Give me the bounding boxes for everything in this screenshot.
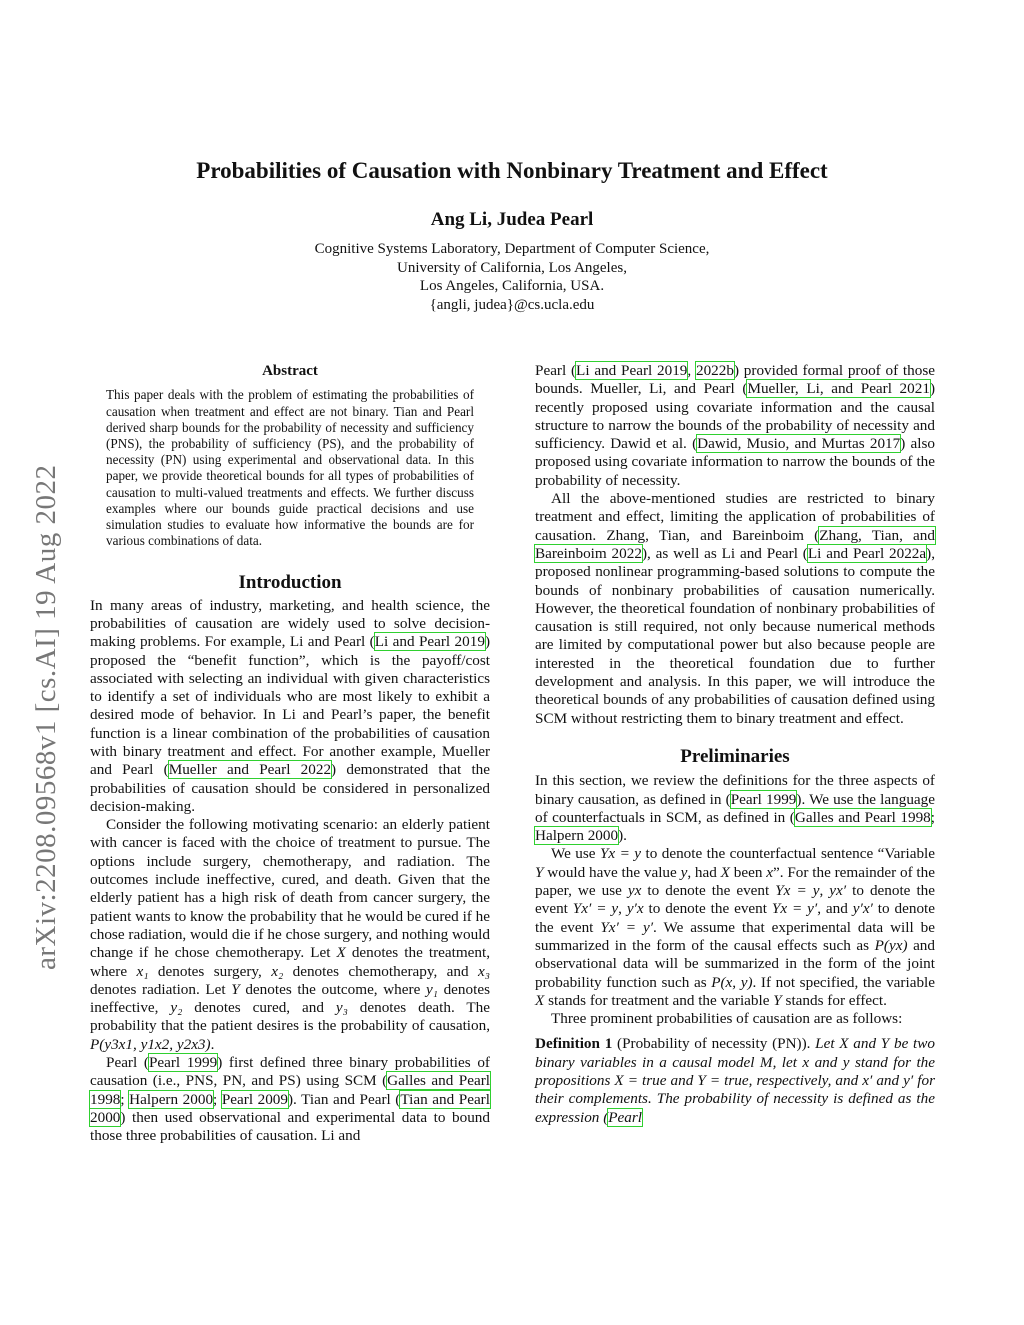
prelim-paragraph-1: In this section, we review the definitions for the three aspects of binary causation, as defined in (Pearl 1999). We use the language of counterfactuals in SCM, as defined in (Galles and Pearl 1998; Halpern 2000). <box>535 772 936 845</box>
citation-link[interactable]: Li and Pearl 2022a <box>807 544 927 562</box>
citation-link[interactable]: Li and Pearl 2019 <box>576 362 688 379</box>
citation-link[interactable]: Mueller, Li, and Pearl 2021 <box>747 380 930 398</box>
citation-link[interactable]: Pearl 2009 <box>221 1090 288 1108</box>
intro-paragraph-3: Pearl (Pearl 1999) first defined three binary probabilities of causation (i.e., PNS, PN, and PS) using SCM (Galles and Pearl 1998; Halpern 2000; Pearl 2009). Tian and Pearl (Tian and Pearl 2000) then used observational and experimental data to bound those three probabilities of causation. Li and <box>90 1054 491 1145</box>
introduction-heading: Introduction <box>238 572 342 594</box>
related-work-paragraph-1: Pearl (Li and Pearl 2019, 2022b) provided formal proof of those bounds. Mueller, Li, and Pearl (Mueller, Li, and Pearl 2021) recently proposed using covariate information and the causal structure to narrow the bounds of the probability of necessity and sufficiency. Dawid et al. (Dawid, Musio, and Murtas 2017) also proposed using covariate information to narrow the bounds of the probability of necessity. <box>535 362 935 489</box>
citation-link[interactable]: Pearl 1999 <box>730 790 797 808</box>
abstract-heading: Abstract <box>262 363 318 379</box>
citation-link[interactable]: Pearl 1999 <box>148 1054 218 1072</box>
citation-link[interactable]: Mueller and Pearl 2022 <box>168 761 332 779</box>
citation-link[interactable]: Dawid, Musio, and Murtas 2017 <box>697 435 901 453</box>
citation-link[interactable]: Pearl <box>608 1108 642 1126</box>
paper-authors: Ang Li, Judea Pearl <box>430 209 594 230</box>
paper-title: Probabilities of Causation with Nonbinary Treatment and Effect <box>196 158 828 183</box>
citation-link[interactable]: 2022b <box>695 362 734 379</box>
affiliation-line: Los Angeles, California, USA. <box>419 278 605 294</box>
intro-paragraph-1: In many areas of industry, marketing, and health science, the probabilities of causation are widely used to solve decision-making problems. For example, Li and Pearl (Li and Pearl 2019) proposed the “benefit function”, which is the payoff/cost associated with selecting an individual with given characteristics to identify a set of individuals who are most likely to exhibit a desired mode of behavior. In Li and Pearl’s paper, the benefit function is a linear combination of the probabilities of causation with binary treatment and effect. For another example, Mueller and Pearl (Mueller and Pearl 2022) demonstrated that the probabilities of causation should be considered in personalized decision-making. <box>90 596 490 815</box>
affiliation-block <box>0 240 1024 314</box>
arxiv-side-stamp: arXiv:2208.09568v1 [cs.AI] 19 Aug 2022 <box>30 464 62 970</box>
citation-link[interactable]: Galles and Pearl 1998 <box>90 1072 491 1108</box>
definition-label: Definition 1 <box>535 1035 613 1053</box>
right-column <box>535 362 935 1127</box>
abstract-text: This paper deals with the problem of estimating the probabilities of causation when treatment and effect are not binary. Tian and Pearl derived sharp bounds for the probability of necessity and sufficiency (PNS), the probability of sufficiency (PS), and the probability of necessity (PN) using experimental and observational data. In this paper, we provide theoretical bounds for all types of probabilities of causation to multi-valued treatments and effects. We further discuss examples where our bounds guide practical decisions and use simulation studies to evaluate how informative the bounds are for various combinations of data. <box>106 387 474 549</box>
citation-link[interactable]: Halpern 2000 <box>535 827 619 845</box>
intro-paragraph-2: Consider the following motivating scenario: an elderly patient with cancer is faced with the choice of treatment to pursue. The options include surgery, chemotherapy, and radiation. The outcomes include ineffective, cured, and death. Given that the elderly patient has a high risk of death from cancer surgery, the patient wants to know the probability that he would be cured if he chose radiation, would die if he chose surgery, and nothing would change if he chose chemotherapy. Let X denotes the treatment, where x₁ denotes surgery, x₂ denotes chemotherapy, and x₃ denotes radiation. Let Y denotes the outcome, where y₁ denotes ineffective, y₂ denotes cured, and y₃ denotes death. The probability that the patient desires is the probability of causation, P(y3x1, y1x2, y2x3). <box>90 816 490 1053</box>
affiliation-line: Cognitive Systems Laboratory, Department of Computer Science, <box>314 241 710 257</box>
affiliation-line: University of California, Los Angeles, <box>397 259 627 276</box>
citation-link[interactable]: Galles and Pearl 1998 <box>794 808 931 826</box>
citation-link[interactable]: Li and Pearl 2019 <box>374 633 485 651</box>
preliminaries-heading: Preliminaries <box>680 745 790 767</box>
left-column <box>90 362 490 1146</box>
related-work-paragraph-2: All the above-mentioned studies are restricted to binary treatment and effect, limiting the application of probabilities of causation. Zhang, Tian, and Bareinboim (Zhang, Tian, and Bareinboim 2022), as well as Li and Pearl (Li and Pearl 2022a), proposed nonlinear programming-based solutions to compute the bounds of nonbinary probabilities of causation numerically. However, the theoretical foundation of nonbinary probabilities of causation is still required, not only because numerical methods are limited by computational power but also because people are interested in the theoretical foundation due to further development and analysis. In this paper, we will introduce the theoretical bounds of any probabilities of causation defined using SCM without restricting them to binary treatment and effect. <box>535 490 936 727</box>
citation-link[interactable]: Zhang, Tian, and Bareinboim 2022 <box>535 526 935 562</box>
definition-1: Definition 1 (Probability of necessity (PN)). Let X and Y be two binary variables in a causal model M, let x and y stand for the propositions X = true and Y = true, respectively, and x′ and y′ for their complements. The probability of necessity is defined as the expression (Pearl <box>535 1035 935 1126</box>
causation-formula: P(y3x1, y1x2, y2x3) <box>90 1035 211 1053</box>
citation-link[interactable]: Halpern 2000 <box>129 1090 214 1108</box>
prelim-paragraph-3: Three prominent probabilities of causation are as follows: <box>551 1010 903 1028</box>
prelim-paragraph-2: We use Yx = y to denote the counterfactual sentence “Variable Y would have the value y, had X been x”. For the remainder of the paper, we use yx to denote the event Yx = y, yx′ to denote the event Yx′ = y, y′x to denote the event Yx = y′, and y′x′ to denote the event Yx′ = y′. We assume that experimental data will be summarized in the form of the causal effects such as P(yx) and observational data will be summarized in the form of the joint probability function such as P(x, y). If not specified, the variable X stands for treatment and the variable Y stands for effect. <box>535 845 935 1009</box>
author-emails: {angli, judea}@cs.ucla.edu <box>429 296 595 313</box>
citation-link[interactable]: Tian and Pearl 2000 <box>90 1090 490 1126</box>
